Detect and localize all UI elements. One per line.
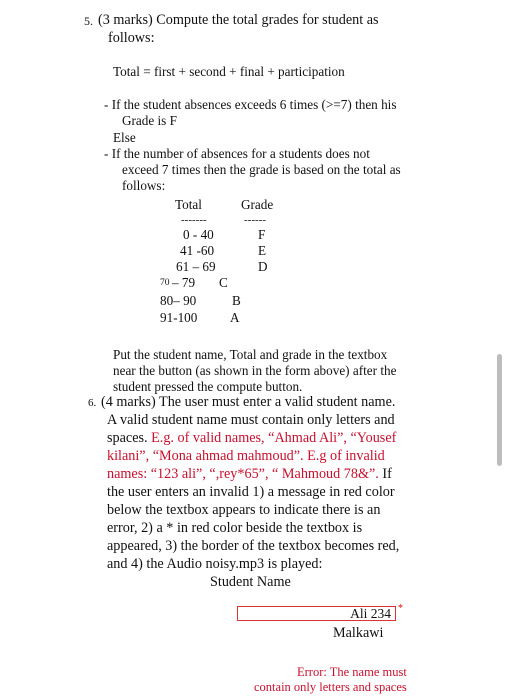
q6-line-red-text: E.g. of valid names, “Ahmad Ali”, “Yousef (151, 430, 397, 446)
table-row-prefix: 70 (160, 278, 170, 288)
q6-line: the user enters an invalid 1) a message in red color (107, 484, 395, 500)
table-header-grade: Grade (241, 197, 274, 212)
student-name-label: Student Name (210, 574, 291, 590)
table-row-total: 91-100 (160, 310, 198, 325)
table-row-grade: C (219, 275, 228, 290)
q5-rule1-line1: - If the student absences exceeds 6 times (>=7) then his (104, 97, 397, 112)
second-name-text: Malkawi (333, 625, 384, 641)
q6-line: and 4) the Audio noisy.mp3 is played: (107, 556, 323, 572)
q6-line: below the textbox appears to indicate there is an (107, 502, 381, 518)
student-name-input[interactable] (237, 606, 396, 621)
q6-line: error, 2) a * in red color beside the textbox is (107, 520, 363, 536)
q5-rule2-line3: follows: (122, 178, 166, 193)
table-row-total: 0 - 40 (183, 227, 214, 242)
table-row-total: 61 – 69 (176, 259, 216, 274)
table-row-grade: E (258, 243, 267, 258)
error-message-line2: contain only letters and spaces (254, 680, 407, 694)
q6-line: kilani”, “Mona ahmad mahmoud”. E.g of invalid (107, 448, 385, 464)
table-row-total: 80– 90 (160, 293, 197, 308)
error-message-line1: Error: The name must (297, 665, 407, 679)
q6-line-text: If (378, 466, 392, 482)
table-dash-total: ------- (181, 214, 207, 226)
q5-put-line1: Put the student name, Total and grade in the textbox (113, 347, 388, 362)
scrollbar-thumb[interactable] (497, 354, 502, 466)
table-dash-grade: ------ (244, 214, 266, 226)
q6-line (107, 465, 392, 483)
required-star: * (398, 603, 403, 614)
q6-line-text: spaces. (107, 430, 152, 446)
table-row-grade: B (232, 293, 241, 308)
table-header-total: Total (175, 197, 202, 212)
q5-rule2-line1: - If the number of absences for a students does not (104, 146, 370, 161)
table-row-total: 41 -60 (180, 243, 215, 258)
q6-line-red-text: names: “123 ali”, “,rey*65”, “ Mahmoud 78&”. (107, 466, 379, 482)
table-row-grade: D (258, 259, 268, 274)
q6-line: appeared, 3) the border of the textbox becomes red, (107, 538, 400, 554)
q6-line: (4 marks) The user must enter a valid student name. (101, 394, 396, 410)
q5-else: Else (113, 130, 136, 145)
q5-put-line3: student pressed the compute button. (113, 379, 303, 394)
q6-number: 6. (88, 397, 97, 409)
q5-line1: (3 marks) Compute the total grades for student as (98, 12, 379, 28)
q5-formula: Total = first + second + final + participation (113, 64, 345, 79)
table-row-grade: A (230, 310, 240, 325)
q5-number: 5. (84, 14, 93, 28)
student-name-value: Ali 234 (350, 606, 391, 621)
table-row-grade: F (258, 227, 266, 242)
q5-line2: follows: (108, 30, 155, 46)
q6-line: A valid student name must contain only letters and (107, 412, 395, 428)
q6-line (107, 429, 396, 447)
table-row-total: – 79 (172, 275, 196, 290)
q5-rule2-line2: exceed 7 times then the grade is based on the total as (122, 162, 401, 177)
q5-rule1-line2: Grade is F (122, 113, 177, 128)
q5-put-line2: near the button (as shown in the form above) after the (113, 363, 397, 378)
